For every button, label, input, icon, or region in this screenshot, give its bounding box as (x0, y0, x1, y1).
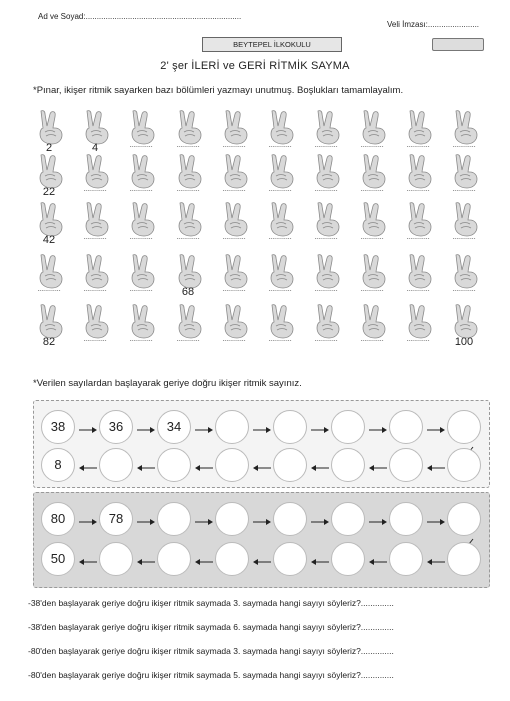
blank-answer: ............ (314, 186, 338, 193)
answer-circle[interactable] (215, 502, 249, 536)
page-title: 2' şer İLERİ ve GERİ RİTMİK SAYMA (160, 60, 350, 72)
section2-instruction: *Verilen sayılardan başlayarak geriye doğru ikişer ritmik sayınız. (33, 378, 302, 389)
arrow-left-icon (310, 554, 330, 564)
hand-icon (356, 152, 390, 190)
blank-answer: ............ (360, 336, 384, 343)
blank-answer: ............ (314, 234, 338, 241)
blank-answer: ............ (176, 336, 200, 343)
hand-icon (402, 252, 436, 290)
arrow-right-icon (136, 514, 156, 524)
answer-circle[interactable] (215, 448, 249, 482)
hand-icon (218, 302, 252, 340)
name-label: Ad ve Soyad: (38, 12, 86, 21)
blank-answer: ............ (452, 234, 476, 241)
blank-answer: ............ (360, 286, 384, 293)
answer-circle[interactable] (273, 502, 307, 536)
hand-icon (172, 108, 206, 146)
arrow-left-icon (194, 554, 214, 564)
arrow-right-icon (252, 422, 272, 432)
arrow-right-icon (310, 422, 330, 432)
blank-answer: ............ (406, 186, 430, 193)
blank-answer: ............ (129, 142, 153, 149)
sequence-number: 2 (45, 142, 53, 154)
arrow-right-icon (78, 422, 98, 432)
sequence-number: 82 (42, 336, 56, 348)
hand-icon (125, 302, 159, 340)
arrow-left-icon (194, 460, 214, 470)
sequence-number: 68 (181, 286, 195, 298)
arrow-left-icon (368, 460, 388, 470)
blank-answer: ............ (83, 234, 107, 241)
answer-circle[interactable] (331, 502, 365, 536)
stamp-box (432, 38, 484, 51)
hand-icon (218, 200, 252, 238)
signature-dots: ....................... (427, 20, 480, 29)
blank-answer: ............ (406, 234, 430, 241)
arrow-right-icon (368, 514, 388, 524)
sequence-number: 100 (454, 336, 474, 348)
given-number-circle: 36 (99, 410, 133, 444)
blank-answer: ............ (406, 142, 430, 149)
blank-answer: ............ (222, 234, 246, 241)
arrow-right-icon (78, 514, 98, 524)
blank-answer: ............ (406, 336, 430, 343)
arrow-right-icon (252, 514, 272, 524)
hand-icon (172, 200, 206, 238)
answer-circle[interactable] (273, 448, 307, 482)
given-number-circle: 50 (41, 542, 75, 576)
blank-answer: ............ (222, 286, 246, 293)
question-1: -38'den başlayarak geriye doğru ikişer ritmik saymada 3. saymada hangi sayıyı söyleriz?.............. (28, 598, 394, 608)
hand-icon (310, 302, 344, 340)
blank-answer: ............ (83, 336, 107, 343)
blank-answer: ............ (314, 336, 338, 343)
blank-answer: ............ (176, 186, 200, 193)
arrow-right-icon (194, 514, 214, 524)
hand-icon (172, 302, 206, 340)
arrow-right-icon (426, 422, 446, 432)
answer-circle[interactable] (389, 502, 423, 536)
blank-answer: ............ (222, 142, 246, 149)
hand-icon (356, 302, 390, 340)
question-3: -80'den başlayarak geriye doğru ikişer ritmik saymada 3. saymada hangi sayıyı söyleriz?.............. (28, 646, 394, 656)
hand-icon (264, 152, 298, 190)
blank-answer: ............ (176, 142, 200, 149)
blank-answer: ............ (222, 186, 246, 193)
blank-answer: ............ (268, 186, 292, 193)
hand-icon (79, 108, 113, 146)
hand-icon (218, 152, 252, 190)
hand-icon (79, 252, 113, 290)
blank-answer: ............ (452, 186, 476, 193)
name-line (38, 12, 241, 21)
given-number-circle: 34 (157, 410, 191, 444)
sequence-number: 42 (42, 234, 56, 246)
answer-circle[interactable] (215, 542, 249, 576)
hand-icon (356, 200, 390, 238)
answer-circle[interactable] (447, 448, 481, 482)
sequence-number: 22 (42, 186, 56, 198)
hand-icon (448, 252, 482, 290)
hand-icon (448, 302, 482, 340)
given-number-circle: 78 (99, 502, 133, 536)
blank-answer: ............ (314, 286, 338, 293)
answer-circle[interactable] (389, 410, 423, 444)
arrow-right-icon (136, 422, 156, 432)
blank-answer: ............ (314, 142, 338, 149)
blank-answer: ............ (37, 286, 61, 293)
hand-icon (310, 108, 344, 146)
hand-icon (33, 152, 67, 190)
answer-circle[interactable] (331, 542, 365, 576)
hand-icon (402, 152, 436, 190)
answer-circle[interactable] (447, 410, 481, 444)
answer-circle[interactable] (157, 448, 191, 482)
hand-icon (310, 252, 344, 290)
answer-circle[interactable] (157, 502, 191, 536)
hand-icon (402, 200, 436, 238)
signature-label: Veli İmzası: (387, 20, 428, 29)
hand-icon (448, 108, 482, 146)
hand-icon (264, 108, 298, 146)
answer-circle[interactable] (447, 502, 481, 536)
answer-circle[interactable] (99, 542, 133, 576)
answer-circle[interactable] (389, 448, 423, 482)
hand-icon (125, 252, 159, 290)
blank-answer: ............ (83, 286, 107, 293)
hand-icon (310, 200, 344, 238)
blank-answer: ............ (129, 186, 153, 193)
blank-answer: ............ (268, 286, 292, 293)
given-number-circle: 38 (41, 410, 75, 444)
arrow-left-icon (310, 460, 330, 470)
section1-instruction: *Pınar, ikişer ritmik sayarken bazı bölümleri yazmayı unutmuş. Boşlukları tamamlayalım. (33, 85, 404, 96)
countdown-panel-2 (33, 492, 490, 588)
given-number-circle: 80 (41, 502, 75, 536)
answer-circle[interactable] (447, 542, 481, 576)
arrow-left-icon (252, 554, 272, 564)
blank-answer: ............ (452, 286, 476, 293)
hand-icon (33, 108, 67, 146)
name-dots: ...................................................................... (85, 12, 242, 21)
hand-icon (264, 252, 298, 290)
hand-icon (79, 302, 113, 340)
given-number-circle: 8 (41, 448, 75, 482)
hand-icon (125, 200, 159, 238)
signature-line (387, 20, 479, 29)
answer-circle[interactable] (215, 410, 249, 444)
question-4: -80'den başlayarak geriye doğru ikişer ritmik saymada 5. saymada hangi sayıyı söyleriz?.............. (28, 670, 394, 680)
blank-answer: ............ (452, 142, 476, 149)
blank-answer: ............ (129, 336, 153, 343)
hand-icon (172, 252, 206, 290)
hand-icon (125, 152, 159, 190)
blank-answer: ............ (406, 286, 430, 293)
arrow-left-icon (368, 554, 388, 564)
hand-icon (79, 152, 113, 190)
answer-circle[interactable] (331, 448, 365, 482)
answer-circle[interactable] (273, 410, 307, 444)
question-2: -38'den başlayarak geriye doğru ikişer ritmik saymada 6. saymada hangi sayıyı söyleriz?.............. (28, 622, 394, 632)
sequence-number: 4 (91, 142, 99, 154)
arrow-left-icon (78, 554, 98, 564)
hand-icon (33, 302, 67, 340)
hand-icon (218, 252, 252, 290)
hand-icon (33, 252, 67, 290)
arrow-left-icon (426, 460, 446, 470)
blank-answer: ............ (129, 286, 153, 293)
hand-icon (33, 200, 67, 238)
hand-icon (125, 108, 159, 146)
arrow-left-icon (78, 460, 98, 470)
blank-answer: ............ (222, 336, 246, 343)
answer-circle[interactable] (99, 448, 133, 482)
arrow-right-icon (194, 422, 214, 432)
hand-icon (356, 252, 390, 290)
hand-icon (310, 152, 344, 190)
blank-answer: ............ (176, 234, 200, 241)
blank-answer: ............ (360, 234, 384, 241)
blank-answer: ............ (360, 186, 384, 193)
hand-icon (448, 200, 482, 238)
blank-answer: ............ (268, 234, 292, 241)
hand-icon (264, 302, 298, 340)
hand-icon (448, 152, 482, 190)
blank-answer: ............ (268, 336, 292, 343)
answer-circle[interactable] (331, 410, 365, 444)
blank-answer: ............ (360, 142, 384, 149)
arrow-right-icon (426, 514, 446, 524)
arrow-left-icon (252, 460, 272, 470)
hand-icon (79, 200, 113, 238)
arrow-left-icon (136, 554, 156, 564)
school-name: BEYTEPEL İLKOKULU (202, 37, 342, 52)
hand-icon (172, 152, 206, 190)
hand-icon (356, 108, 390, 146)
hand-icon (402, 302, 436, 340)
arrow-left-icon (136, 460, 156, 470)
answer-circle[interactable] (389, 542, 423, 576)
blank-answer: ............ (129, 234, 153, 241)
hand-icon (218, 108, 252, 146)
blank-answer: ............ (268, 142, 292, 149)
arrow-left-icon (426, 554, 446, 564)
answer-circle[interactable] (157, 542, 191, 576)
arrow-right-icon (368, 422, 388, 432)
hand-icon (264, 200, 298, 238)
answer-circle[interactable] (273, 542, 307, 576)
hand-icon (402, 108, 436, 146)
blank-answer: ............ (83, 186, 107, 193)
arrow-right-icon (310, 514, 330, 524)
